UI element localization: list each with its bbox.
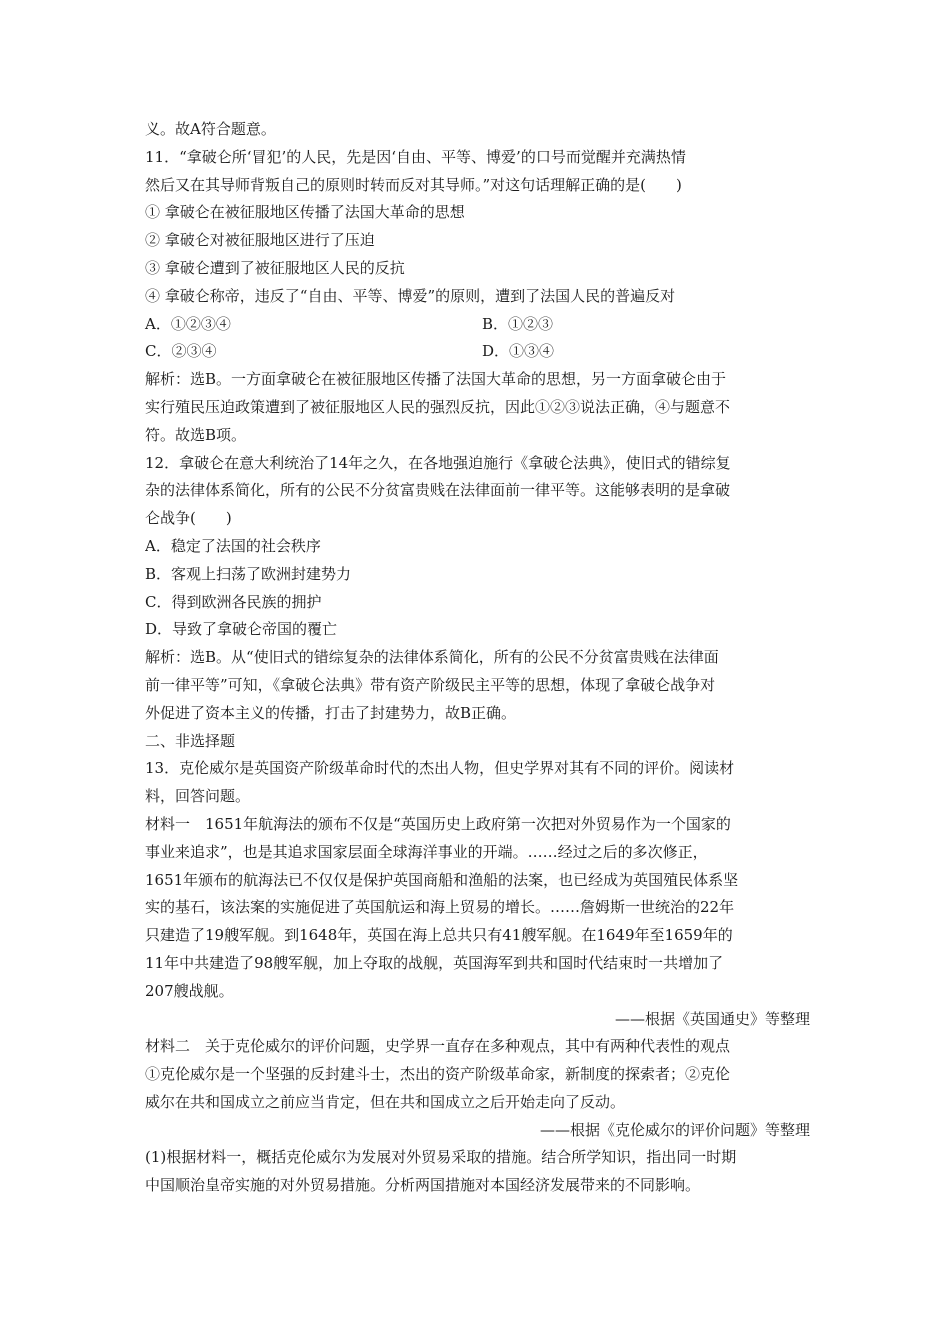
text-line: ① 拿破仑在被征服地区传播了法国大革命的思想 <box>145 203 465 222</box>
text-line: D．导致了拿破仑帝国的覆亡 <box>145 620 338 639</box>
text-line: B．客观上扫荡了欧洲封建势力 <box>145 564 352 583</box>
text-line: (1)根据材料一，概括克伦威尔为发展对外贸易采取的措施。结合所学知识，指出同一时期 <box>145 1148 737 1167</box>
text-line: A．稳定了法国的社会秩序 <box>145 536 321 555</box>
text-line: 实的基石，该法案的实施促进了英国航运和海上贸易的增长。……詹姆斯一世统治的22年 <box>145 898 735 917</box>
text-line: 12．拿破仑在意大利统治了14年之久，在各地强迫施行《拿破仑法典》，使旧式的错综复 <box>145 453 731 472</box>
text-line: 二、非选择题 <box>145 731 236 750</box>
text-line: 符。故选B项。 <box>145 425 247 444</box>
text-line: 杂的法律体系简化，所有的公民不分贫富贵贱在法律面前一律平等。这能够表明的是拿破 <box>145 481 731 500</box>
text-line: 中国顺治皇帝实施的对外贸易措施。分析两国措施对本国经济发展带来的不同影响。 <box>145 1176 701 1195</box>
option-right: B．①②③ <box>482 314 554 333</box>
text-line: 只建造了19艘军舰。到1648年，英国在海上总共只有41艘军舰。在1649年至1659年的 <box>145 926 733 945</box>
option-row <box>145 311 810 339</box>
text-line: 解析：选B。一方面拿破仑在被征服地区传播了法国大革命的思想，另一方面拿破仑由于 <box>145 370 727 389</box>
text-line: 然后又在其导师背叛自己的原则时转而反对其导师。”对这句话理解正确的是( ) <box>145 175 682 194</box>
text-line: 13．克伦威尔是英国资产阶级革命时代的杰出人物，但史学界对其有不同的评价。阅读材 <box>145 759 735 778</box>
source-citation: ——根据《英国通史》等整理 <box>614 1009 810 1028</box>
text-line: 前一律平等”可知，《拿破仑法典》带有资产阶级民主平等的思想，体现了拿破仑战争对 <box>145 675 716 694</box>
option-right: D．①③④ <box>482 342 555 361</box>
source-citation: ——根据《克伦威尔的评价问题》等整理 <box>539 1120 810 1139</box>
text-line: 207艘战舰。 <box>145 981 234 1000</box>
text-line: ③ 拿破仑遭到了被征服地区人民的反抗 <box>145 258 405 277</box>
text-line: 外促进了资本主义的传播，打击了封建势力，故B正确。 <box>145 703 517 722</box>
option-left: A．①②③④ <box>145 314 231 333</box>
text-line: 1651年颁布的航海法已不仅仅是保护英国商船和渔船的法案，也已经成为英国殖民体系坚 <box>145 870 739 889</box>
text-line: 实行殖民压迫政策遭到了被征服地区人民的强烈反抗，因此①②③说法正确，④与题意不 <box>145 397 731 416</box>
text-line: 材料二 关于克伦威尔的评价问题，史学界一直存在多种观点，其中有两种代表性的观点 <box>145 1037 731 1056</box>
text-line: C．得到欧洲各民族的拥护 <box>145 592 322 611</box>
text-line: ④ 拿破仑称帝，违反了“自由、平等、博爱”的原则，遭到了法国人民的普遍反对 <box>145 286 676 305</box>
text-line: 义。故A符合题意。 <box>145 120 276 138</box>
text-line: 材料一 1651年航海法的颁布不仅是“英国历史上政府第一次把对外贸易作为一个国家的 <box>145 814 731 833</box>
option-row <box>145 338 810 366</box>
text-line: 事业来追求”，也是其追求国家层面全球海洋事业的开端。……经过之后的多次修正， <box>145 842 708 861</box>
text-line: 威尔在共和国成立之前应当肯定，但在共和国成立之后开始走向了反动。 <box>145 1092 626 1111</box>
text-line: 料，回答问题。 <box>145 787 251 806</box>
option-left: C．②③④ <box>145 342 217 361</box>
text-line: ①克伦威尔是一个坚强的反封建斗士，杰出的资产阶级革命家，新制度的探索者；②克伦 <box>145 1065 731 1084</box>
text-line: 11年中共建造了98艘军舰，加上夺取的战舰，英国海军到共和国时代结束时一共增加了 <box>145 953 724 972</box>
text-line: 仑战争( ) <box>145 509 232 528</box>
text-line: 解析：选B。从“使旧式的错综复杂的法律体系简化，所有的公民不分贫富贵贱在法律面 <box>145 648 719 667</box>
text-line: 11．“拿破仑所‘冒犯’的人民，先是因‘自由、平等、博爱’的口号而觉醒并充满热情 <box>145 147 686 166</box>
text-line: ② 拿破仑对被征服地区进行了压迫 <box>145 231 375 250</box>
document-page <box>145 116 810 1200</box>
